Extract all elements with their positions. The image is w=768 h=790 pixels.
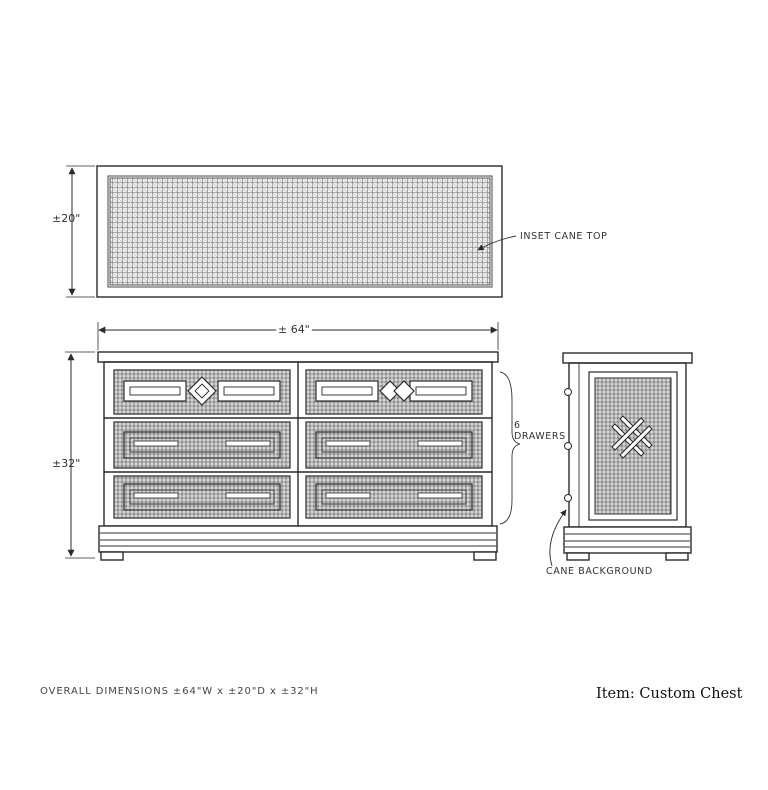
cane-background-callout: CANE BACKGROUND (546, 566, 653, 577)
width-label: ± 64" (278, 323, 310, 336)
overall-dimensions: OVERALL DIMENSIONS ±64"W x ±20"D x ±32"H (40, 686, 319, 697)
drawers-brace (500, 372, 520, 524)
side-base (564, 527, 691, 553)
top-view (52, 166, 607, 297)
side-pull (565, 389, 572, 396)
front-left-foot (101, 552, 123, 560)
side-top-slab (563, 353, 692, 363)
front-right-foot (474, 552, 496, 560)
side-pull (565, 495, 572, 502)
front-base (99, 526, 497, 552)
side-view (546, 353, 692, 577)
height-label: ±32" (52, 457, 81, 470)
front-top-slab (98, 352, 498, 362)
item-title: Item: Custom Chest (596, 686, 743, 702)
side-pull (565, 443, 572, 450)
depth-label: ±20" (52, 212, 81, 225)
drawers-callout: 6 DRAWERS (514, 420, 566, 442)
front-view (52, 322, 566, 560)
inset-cane-top-callout: INSET CANE TOP (520, 231, 608, 242)
inset-cane-top-panel (110, 178, 490, 285)
